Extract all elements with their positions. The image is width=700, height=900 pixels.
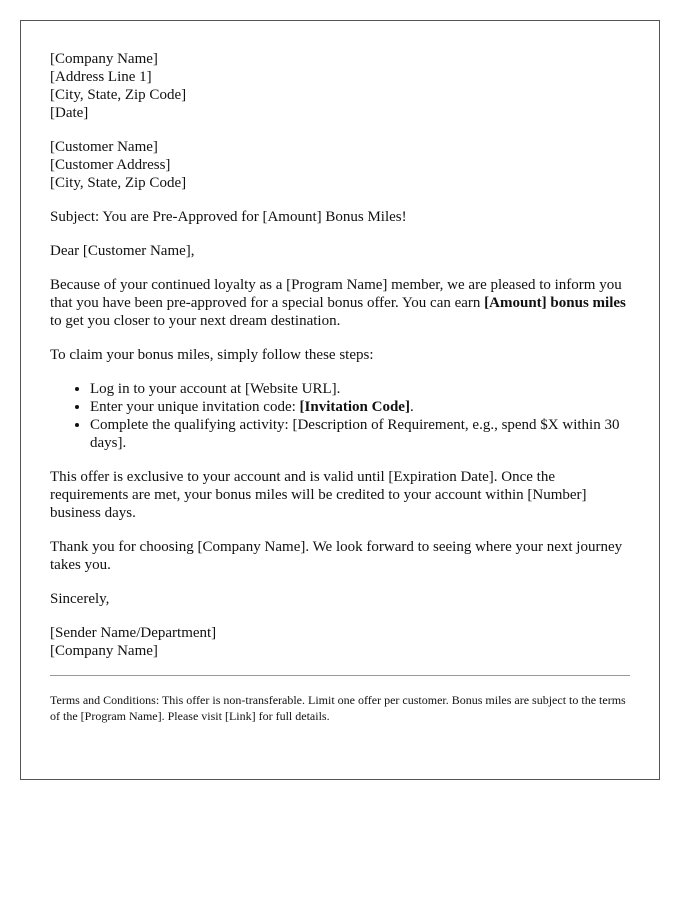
- sender-header: [50, 50, 630, 122]
- step-invitation-code: [90, 398, 630, 416]
- intro-paragraph: [50, 276, 630, 330]
- signature-company: [Company Name]: [50, 643, 158, 659]
- letter-date: [Date]: [50, 105, 89, 121]
- company-city: [City, State, Zip Code]: [50, 87, 187, 103]
- subject-line: Subject: You are Pre-Approved for [Amount] Bonus Miles!: [50, 209, 407, 225]
- sender-name: [Sender Name/Department]: [50, 625, 217, 641]
- company-name: [Company Name]: [50, 51, 158, 67]
- thanks-paragraph: Thank you for choosing [Company Name]. We look forward to seeing where your next journey takes you.: [50, 539, 623, 573]
- steps-intro: To claim your bonus miles, simply follow these steps:: [50, 347, 374, 363]
- validity-paragraph: This offer is exclusive to your account and is valid until [Expiration Date]. Once the requirements are met, your bonus miles will be credited to your account within [Number] business days.: [50, 469, 587, 521]
- closing: Sincerely,: [50, 591, 110, 607]
- recipient-block: [50, 138, 630, 192]
- step-login: • Log in to your account at [Website URL].: [90, 380, 630, 398]
- intro-bold-amount: [Amount] bonus miles: [484, 295, 626, 311]
- intro-text: Because of your continued loyalty as a [Program Name] member, we are pleased to inform you that you have been pre-approved for a special bonus offer. You can earn: [50, 277, 622, 311]
- company-address: [Address Line 1]: [50, 69, 152, 85]
- customer-city: [City, State, Zip Code]: [50, 175, 187, 191]
- step2-text: Enter your unique invitation code:: [90, 399, 300, 415]
- step2-end: .: [409, 399, 414, 415]
- customer-address: [Customer Address]: [50, 157, 171, 173]
- signature-block: [50, 624, 630, 660]
- terms-and-conditions: Terms and Conditions: This offer is non-transferable. Limit one offer per customer. Bonus miles are subject to the terms of the [Program Name]. Please visit [Link] for full details.: [50, 693, 626, 723]
- customer-name: [Customer Name]: [50, 139, 158, 155]
- step-qualifying-activity: • Complete the qualifying activity: [Description of Requirement, e.g., spend $X within 30 days].: [90, 416, 630, 452]
- intro-after: to get you closer to your next dream destination.: [50, 313, 341, 329]
- invitation-code: [Invitation Code]: [299, 399, 410, 415]
- salutation: Dear [Customer Name],: [50, 243, 195, 259]
- divider: [50, 675, 630, 676]
- steps-list: [50, 380, 630, 452]
- offer-letter: [20, 20, 660, 780]
